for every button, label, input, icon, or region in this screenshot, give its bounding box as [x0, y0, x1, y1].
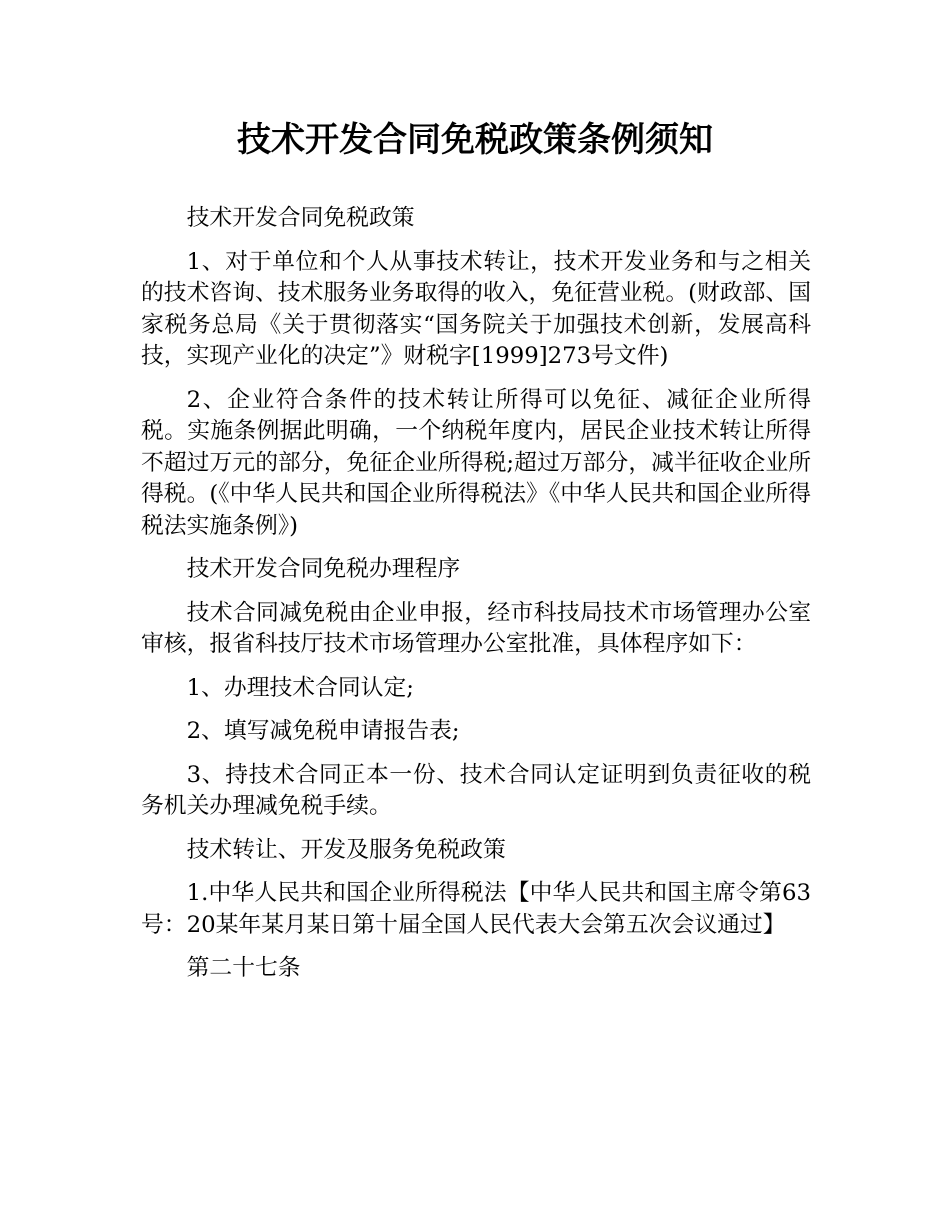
- document-title: 技术开发合同免税政策条例须知: [237, 120, 713, 160]
- paragraph-procedure-intro: 技术合同减免税由企业申报，经市科技局技术市场管理办公室审核，报省科技厅技术市场管理办公室批准，具体程序如下：: [141, 599, 811, 657]
- paragraph-business-tax: 1、对于单位和个人从事技术转让，技术开发业务和与之相关的技术咨询、技术服务业务取得的收入，免征营业税。(财政部、国家税务总局《关于贯彻落实“国务院关于加强技术创新，发展高科技，实现产业化的决定”》财税字[1999]273号文件): [141, 248, 812, 369]
- procedure-step-1: 1、办理技术合同认定;: [186, 674, 414, 701]
- section-heading-procedure: 技术开发合同免税办理程序: [186, 556, 461, 582]
- section-heading-policy: 技术开发合同免税政策: [186, 205, 415, 231]
- procedure-step-2: 2、填写减免税申请报告表;: [186, 718, 460, 744]
- section-heading-exemption: 技术转让、开发及服务免税政策: [186, 836, 506, 863]
- procedure-step-3: 3、持技术合同正本一份、技术合同认定证明到负责征收的税务机关办理减免税手续。: [141, 761, 811, 819]
- paragraph-income-tax: 2、企业符合条件的技术转让所得可以免征、减征企业所得税。实施条例据此明确，一个纳税年度内，居民企业技术转让所得不超过万元的部分，免征企业所得税;超过万部分，减半征收企业所得税。(《中华人民共和国企业所得税法》《中华人民共和国企业所得税法实施条例》): [141, 386, 812, 539]
- document-body: [141, 203, 811, 997]
- paragraph-law-reference: 1.中华人民共和国企业所得税法【中华人民共和国主席令第63号：20某年某月某日第十届全国人民代表大会第五次会议通过】: [141, 880, 811, 938]
- article-heading: 第二十七条: [186, 955, 301, 981]
